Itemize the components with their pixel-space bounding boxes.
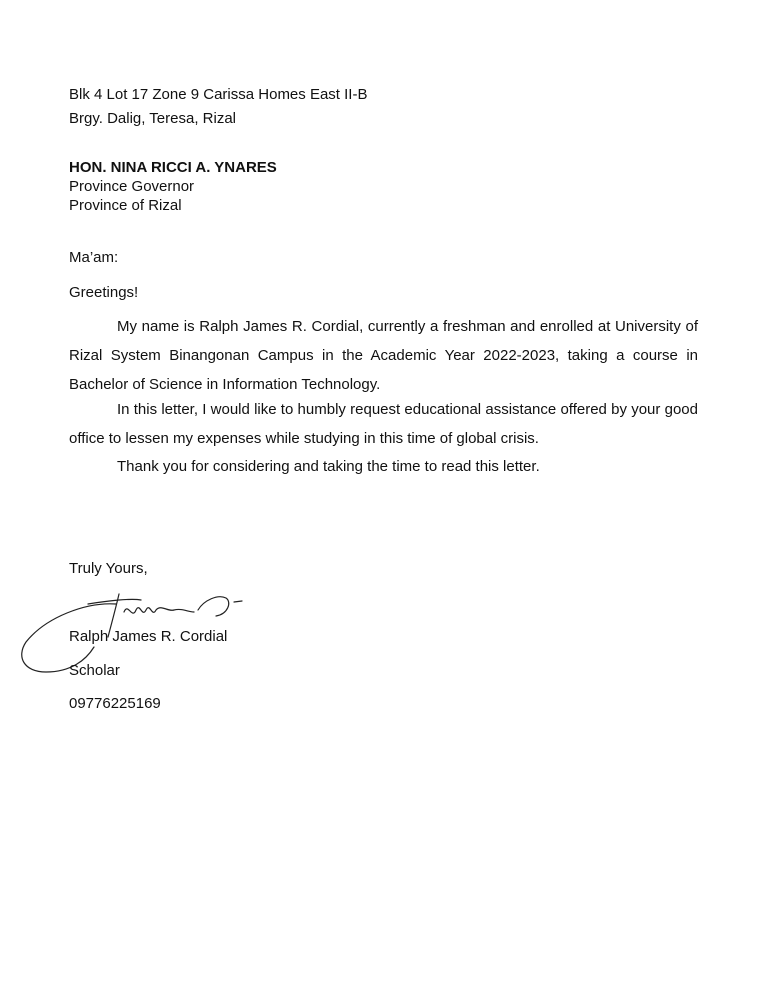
signatory-name: Ralph James R. Cordial [69, 628, 228, 645]
recipient-name: HON. NINA RICCI A. YNARES [69, 159, 277, 176]
greeting: Greetings! [69, 284, 139, 301]
closing: Truly Yours, [69, 560, 148, 577]
body-paragraph-2: In this letter, I would like to humbly request educational assistance offered by your good office to lessen my expenses while studying in this time of global crisis. [69, 401, 698, 447]
recipient-title: Province Governor [69, 178, 195, 195]
sender-address-line2: Brgy. Dalig, Teresa, Rizal [69, 110, 237, 127]
signatory-role: Scholar [69, 662, 120, 679]
sender-address-line1: Blk 4 Lot 17 Zone 9 Carissa Homes East II-B [69, 86, 368, 103]
signatory-phone: 09776225169 [69, 695, 161, 712]
body-paragraph-3: Thank you for considering and taking the time to read this letter. [117, 458, 540, 475]
salutation: Ma’am: [69, 249, 119, 266]
body-paragraph-1: My name is Ralph James R. Cordial, currently a freshman and enrolled at University of Rizal System Binangonan Campus in the Academic Year 2022-2023, taking a course in Bachelor of Science in Information Technology. [69, 318, 698, 393]
recipient-office: Province of Rizal [69, 197, 182, 214]
